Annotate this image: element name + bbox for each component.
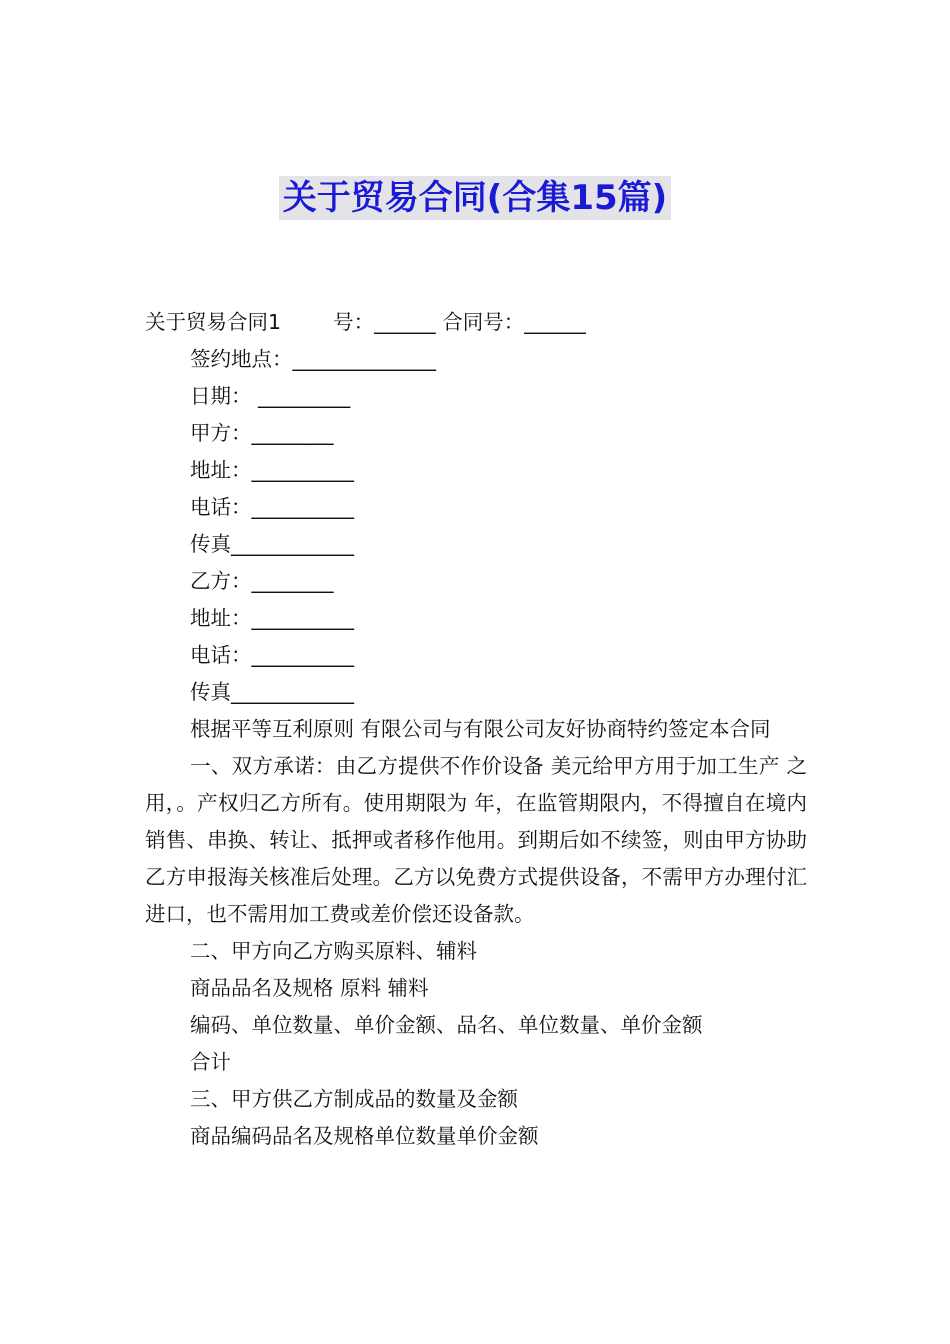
preamble-paragraph: 根据平等互利原则 有限公司与有限公司友好协商特约签定本合同 — [190, 717, 771, 741]
date-line: 日期： _________ — [190, 384, 351, 408]
product-columns-line: 商品编码品名及规格单位数量单价金额 — [190, 1124, 539, 1148]
document-title: 关于贸易合同(合集15篇) — [279, 176, 671, 220]
party-a-address-line: 地址：__________ — [190, 458, 354, 482]
party-b-line: 乙方：________ — [190, 569, 334, 593]
contract-header-line: 关于贸易合同1 号：______ 合同号：______ — [145, 310, 586, 334]
party-a-line: 甲方：________ — [190, 421, 334, 445]
clause-two-heading: 二、甲方向乙方购买原料、辅料 — [190, 939, 477, 963]
document-body — [145, 304, 807, 1155]
signing-place-line: 签约地点：______________ — [190, 347, 436, 371]
party-b-fax-line: 传真____________ — [190, 680, 354, 704]
total-line: 合计 — [190, 1050, 231, 1074]
clause-three-heading: 三、甲方供乙方制成品的数量及金额 — [190, 1087, 518, 1111]
party-a-fax-line: 传真____________ — [190, 532, 354, 556]
goods-spec-line: 商品品名及规格 原料 辅料 — [190, 976, 429, 1000]
clause-one-paragraph: 一、双方承诺：由乙方提供不作价设备 美元给甲方用于加工生产 之用，。产权归乙方所有。使用期限为 年，在监管期限内，不得擅自在境内销售、串换、转让、抵押或者移作他用。到期后如不续签，则由甲方协助乙方申报海关核准后处理。乙方以免费方式提供设备，不需甲方办理付汇进口，也不需用加工费或差价偿还设备款。 — [145, 754, 807, 926]
party-a-phone-line: 电话：__________ — [190, 495, 354, 519]
party-b-address-line: 地址：__________ — [190, 606, 354, 630]
title-container — [0, 176, 950, 220]
party-b-phone-line: 电话：__________ — [190, 643, 354, 667]
goods-columns-line: 编码、单位数量、单价金额、品名、单位数量、单价金额 — [190, 1013, 703, 1037]
